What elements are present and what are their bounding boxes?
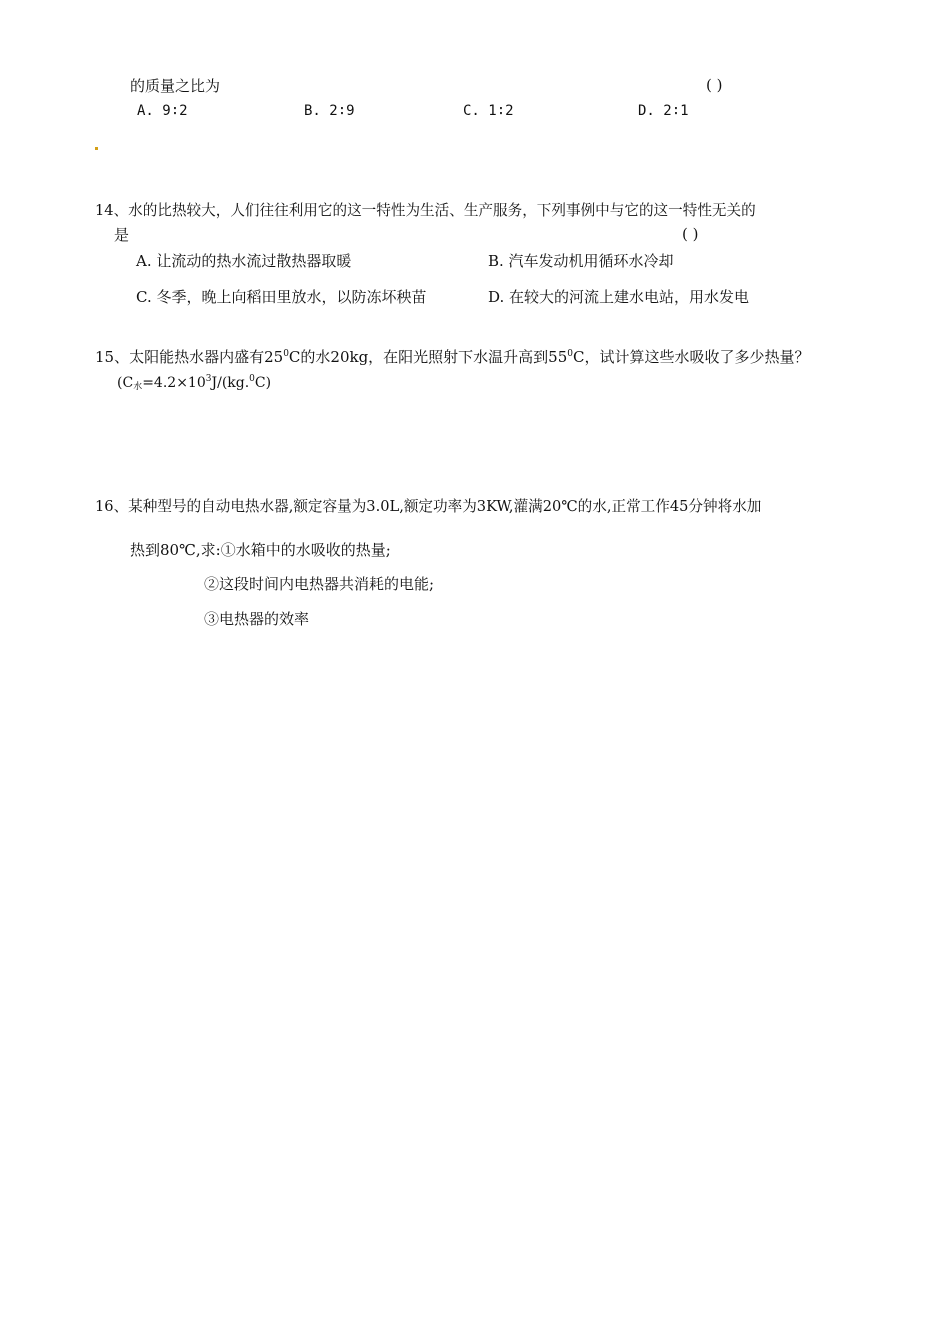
q15-constant-exponent: 3 [205,374,212,384]
q14-option-a: A. 让流动的热水流过散热器取暖 [136,252,352,270]
q13-option-c: C. 1∶2 [463,103,514,119]
q15-constant-unit-end: C) [254,375,272,391]
q13-answer-blank: ( ) [706,76,723,94]
q14-answer-blank: ( ) [682,225,699,243]
speck-mark [95,147,98,150]
q13-option-a: A. 9∶2 [137,103,188,119]
q15-stem-part2: C的水20kg，在阳光照射下水温升高到55 [288,348,568,366]
q15-constant-degree: 0 [249,374,255,384]
q15-constant-unit: J/(kg. [211,375,250,391]
q16-subquestion-2: ②这段时间内电热器共消耗的电能; [204,575,435,593]
q14-stem-line2: 是 [114,226,130,244]
q13-option-b: B. 2∶9 [304,103,355,119]
q16-subquestion-3: ③电热器的效率 [204,610,310,628]
q14-option-c: C. 冬季，晚上向稻田里放水，以防冻坏秧苗 [136,288,427,306]
q14-option-d: D. 在较大的河流上建水电站，用水发电 [488,288,750,306]
q15-degree-sup-2: 0 [567,349,574,359]
q15-constant [117,373,271,397]
q13-stem-tail: 的质量之比为 [130,77,221,95]
q16-stem-line1: 16、某种型号的自动电热水器,额定容量为3.0L,额定功率为3KW,灌满20℃的水,正常工作45分钟将水加 [95,498,762,515]
q15-stem-part3: C，试计算这些水吸收了多少热量？ [573,348,810,366]
q15-degree-sup-1: 0 [283,349,289,359]
q15-stem-part1: 15、太阳能热水器内盛有25 [95,348,284,366]
q15-constant-c: (C [117,375,134,391]
q14-stem-line1: 14、水的比热较大，人们往往利用它的这一特性为生活、生产服务，下列事例中与它的这一特性无关的 [95,202,756,219]
q13-option-d: D. 2∶1 [638,103,689,119]
q15-constant-subscript: 水 [133,382,143,392]
q16-stem-line2: 热到80℃,求:①水箱中的水吸收的热量; [130,541,391,559]
q15-constant-value: =4.2×10 [142,375,206,391]
q15-stem [95,347,810,367]
q14-option-b: B. 汽车发动机用循环水冷却 [488,252,674,270]
